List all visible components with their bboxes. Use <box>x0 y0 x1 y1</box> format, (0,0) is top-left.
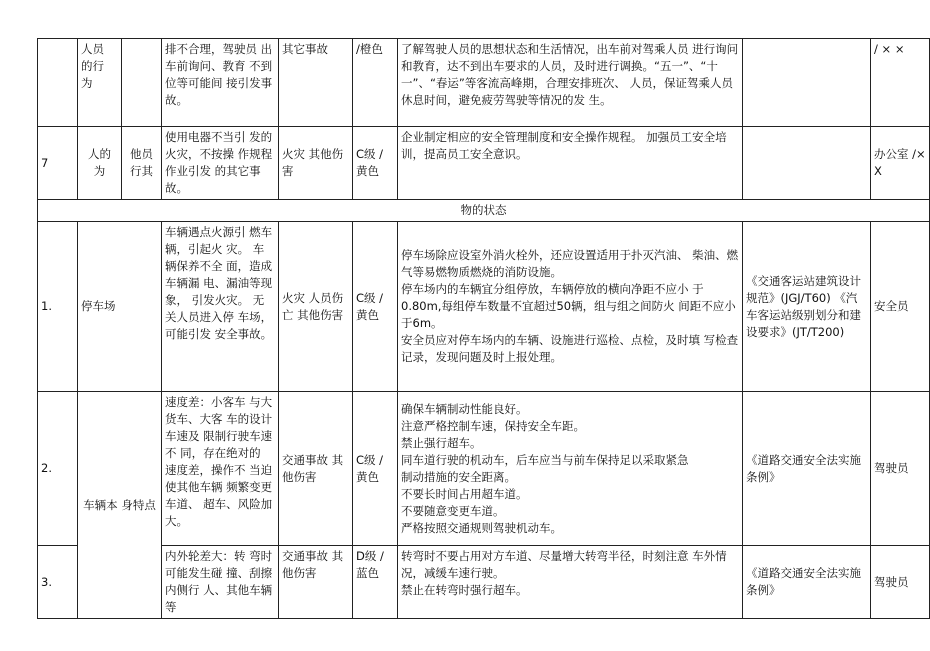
owner-cell: / × × <box>871 39 930 127</box>
owner-cell: 办公室 /× X <box>871 127 930 200</box>
measure-line: 安全员应对停车场内的车辆、设施进行巡检、点检，及时填 写检查记录，发现问题及时上报处理。 <box>401 333 739 364</box>
basis-cell <box>743 39 871 127</box>
item-cell: 停车场 <box>78 222 162 392</box>
category-cell: 人的 为 <box>78 127 122 200</box>
basis-cell: 《交通客运站建筑设计规范》(JGJ/T60) 《汽车客运站级别划分和建设要求》(JT/T200) <box>743 222 871 392</box>
measure-line: 转弯时不要占用对方车道、尽量增大转弯半径，时刻注意 车外情况，减缓车速行驶。 <box>401 549 727 580</box>
measure-line: 停车场内的车辆宜分组停放，车辆停放的横向净距不应小 于0.80m,每组停车数量不宜超过50辆，组与组之间防火 间距不应小于6m。 <box>401 282 736 330</box>
risk-level-cell: C级 /黄色 <box>353 222 398 392</box>
measure-line: 不要长时间占用超车道。 <box>401 486 528 501</box>
row-number: 3. <box>38 546 78 619</box>
section-title: 物的状态 <box>38 200 930 222</box>
owner-cell: 驾驶员 <box>871 392 930 546</box>
section-row <box>38 200 930 222</box>
table-row <box>38 39 930 127</box>
description-cell: 速度差：小客车 与大货车、大客 车的设计车速及 限制行驶车速不 同，存在绝对的 速度差，操作不 当迫使其他车辆 频繁变更车道、 超车、风险加大。 <box>162 392 279 546</box>
description-cell: 内外轮差大：转 弯时可能发生碰 撞、刮擦内侧行 人、其他车辆等 <box>162 546 279 619</box>
table-row <box>38 127 930 200</box>
measures-cell <box>398 222 743 392</box>
measures-cell <box>398 546 743 619</box>
table-row <box>38 222 930 392</box>
item-cell <box>122 39 162 127</box>
item-cell: 他员行其 <box>122 127 162 200</box>
table-row <box>38 392 930 546</box>
measure-line: 确保车辆制动性能良好。 <box>401 401 528 416</box>
consequence-cell: 其它事故 <box>279 39 353 127</box>
owner-cell: 驾驶员 <box>871 546 930 619</box>
measure-line: 禁止在转弯时强行超车。 <box>401 583 528 597</box>
measure-line: 停车场除应设室外消火栓外，还应设置适用于扑灭汽油、 柴油、燃气等易燃物质燃烧的消防设施。 <box>401 248 739 279</box>
table-row <box>38 546 930 619</box>
consequence-cell: 火灾 其他伤害 <box>279 127 353 200</box>
description-cell: 使用电器不当引 发的火灾，不按操 作规程作业引发 的其它事故。 <box>162 127 279 200</box>
row-number: 7 <box>38 127 78 200</box>
risk-level-cell: /橙色 <box>353 39 398 127</box>
risk-level-cell: C级 /黄色 <box>353 392 398 546</box>
basis-cell: 《道路交通安全法实施条例》 <box>743 546 871 619</box>
measure-line: 了解驾驶人员的思想状态和生活情况，出车前对驾乘人员 进行询问和教育，达不到出车要求的人员，及时进行调换。“五一”、“十一”、“春运”等客流高峰期，合理安排班次、 人员，保证驾乘人员休息时间，避免疲劳驾驶等情况的发 生。 <box>401 42 739 107</box>
measure-line: 不要随意变更车道。 <box>401 503 505 518</box>
measures-cell <box>398 39 743 127</box>
row-number: 1. <box>38 222 78 392</box>
consequence-cell: 交通事故 其他伤害 <box>279 392 353 546</box>
description-cell: 排不合理，驾驶员 出车前询问、教育 不到位等可能间 接引发事故。 <box>162 39 279 127</box>
row-number: 2. <box>38 392 78 546</box>
basis-cell <box>743 127 871 200</box>
measures-cell <box>398 127 743 200</box>
basis-cell: 《道路交通安全法实施条例》 <box>743 392 871 546</box>
item-cell: 车辆本 身特点 <box>78 392 162 619</box>
risk-table <box>37 38 930 619</box>
row-number <box>38 39 78 127</box>
measure-line: 注意严格控制车速，保持安全车距。 <box>401 418 585 433</box>
measure-line: 制动措施的安全距离。 <box>401 469 516 484</box>
description-cell: 车辆遇点火源引 燃车辆，引起火 灾。 车辆保养不全 面，造成车辆漏 电、漏油等现象， 引发火灾。 无关人员进入停 车场，可能引发 安全事故。 <box>162 222 279 392</box>
risk-level-cell: D级 /蓝色 <box>353 546 398 619</box>
category-cell: 人员 的行 为 <box>78 39 122 127</box>
measures-cell <box>398 392 743 546</box>
owner-cell: 安全员 <box>871 222 930 392</box>
measure-line: 严格按照交通规则驾驶机动车。 <box>401 520 562 535</box>
risk-level-cell: C级 /黄色 <box>353 127 398 200</box>
consequence-cell: 交通事故 其他伤害 <box>279 546 353 619</box>
measure-line: 同车道行驶的机动车，后车应当与前车保持足以采取紧急 <box>401 452 689 467</box>
measure-line: 企业制定相应的安全管理制度和安全操作规程。 加强员工安全培训，提高员工安全意识。 <box>401 130 727 161</box>
measure-line: 禁止强行超车。 <box>401 435 482 450</box>
consequence-cell: 火灾 人员伤亡 其他伤害 <box>279 222 353 392</box>
